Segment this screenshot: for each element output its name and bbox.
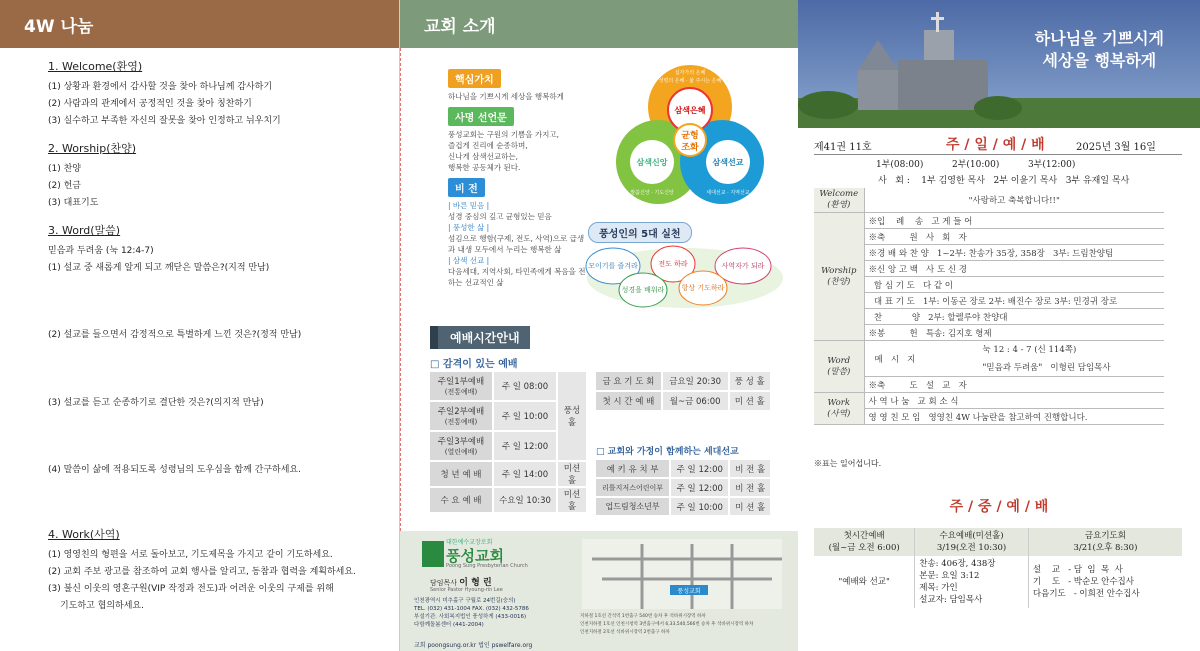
church-name-en: Poong Sung Presbyterian Church [446, 563, 528, 569]
divider [814, 154, 1182, 155]
pastor-en: Senior Pastor Hyoung-rin Lee [430, 587, 503, 593]
practice-5: 항상 기도하라 [681, 284, 725, 292]
passage: 믿음과 두려움 (눅 12:4-7) [48, 246, 154, 256]
practice-3: 사역자가 되라 [721, 262, 765, 270]
order-of-service: Welcome (환영) "사랑하고 축복합니다!!" Worship (찬양) ※입 례 송 고 게 들 어 ※축 원 사 회 자 ※경 배 와 찬 양 1~2부: 찬송가 35장, 358장 3부: 드림찬양팀 ※신 앙 고 백 사 도 신 경 함 심 기 도 다 같 이 대 표 기 도 1부: 이동곤 장로 2부: 배진수 장로 3부: 민경귀 장로 찬 양 2부: 할렐루야 찬양대 ※봉 헌 특송: 김지호 형제 Word (말씀) 메 시 지 눅 12 : 4 - 7 (신 114쪽) "믿음과 두려움" 이형린 담임목사 ※축 도 설 교 자 Work (사역) 사 역 나 눔 교 회 소 식 영 영 친 모 임 영영친 4W 나눔란을 참고하여 진행합니다. [814, 188, 1164, 425]
venn-center2: 조화 [681, 143, 699, 153]
worship-section [48, 140, 136, 212]
hero-slogan: 하나님을 기쁘시게 세상을 행복하게 [1034, 29, 1164, 70]
panel-header: 4W 나눔 [0, 0, 399, 48]
sunday-schedule: 주일1부예배 (전통예배) 주 일 08:00 풍성홀 주일2부예배 (전통예배) 주 일 10:00 주일3부예배 (열린예배) 주 일 12:00 청 년 예 배 주 일 14:00 미션홀 수 요 예 배 수요일 10:30 미션홀 [428, 370, 588, 514]
venn-right-sub: 세대선교 · 지역선교 · 세계선교 [706, 190, 774, 196]
subsection-title: □ 감격이 있는 예배 [430, 359, 518, 370]
subsection-title: □ 교회와 가정이 함께하는 세대선교 [596, 447, 739, 457]
mission [448, 106, 588, 173]
five-practices [585, 244, 785, 310]
list-item: (3) 대표기도 [48, 198, 99, 208]
service-times: 1부(08:00) 2부(10:00) 3부(12:00) [876, 160, 1076, 170]
list-item: 기도하고 협의하세요. [60, 601, 144, 611]
core-tag: 핵심가치 [448, 69, 501, 88]
weekday-title: 주 / 중 / 예 / 배 [949, 499, 1049, 515]
vision [448, 177, 588, 288]
list-item: (1) 상황과 환경에서 감사할 것을 찾아 하나님께 감사하기 [48, 82, 273, 92]
church-contact: 인천광역시 미추홀구 구월로 24번길(숭의) TEL. (032) 431-1004 FAX. (032) 432-5786 부설기관. 사회복지법인 풍성하게 (433-0016) 다함께돌봄센터 (441-2004) [414, 598, 529, 628]
venn-right-label: 삼색선교 [712, 158, 744, 167]
question: (3) 설교를 듣고 순종하기로 결단한 것은?(의지적 만남) [48, 398, 264, 408]
question: (2) 설교를 들으면서 감정적으로 특별하게 느낀 것은?(정적 만남) [48, 330, 302, 340]
venn-top-sub: 십자가의 은혜 [674, 70, 706, 76]
section-title: 1. Welcome(환영) [48, 60, 143, 73]
venn-left-sub: 예배신앙 · 말씀신앙 · 기도신앙 [606, 190, 674, 196]
list-item: (3) 실수하고 부족한 자신의 잘못을 찾아 인정하고 뉘우치기 [48, 116, 281, 126]
vision-text: | 바른 믿음 | 성경 중심의 깊고 균형있는 믿음 | 풍성한 삶 | 섬김으로 행함(구제, 전도, 사역)으로 급생과 내생 모두에서 누리는 행복한 삶 | 삼색 선교 | 다음세대, 지역사회, 타민족에게 복음을 전하는 선교적인 삶 [448, 201, 586, 287]
weekday-schedule: 첫시간예배 (월~금 오전 6:00) 수요예배(미션홀) 3/19(오전 10:30) 금요기도회 3/21(오후 8:30) "예배와 선교" 찬송: 406장, 438장 본문: 요일 3:12 제목: 가인 설교자: 담임목사 설 교 - 담 임 목 사 기 도 - 박순모 안수집사 다음기도 - 이희전 안수집사 [814, 528, 1182, 608]
directions: 지하철 1호선 간석역 1번출구 540번 승차 후 석바위시장역 하차 인천지하철 1호선 인천시청역 3번출구에서 6,33,540,566번 승차 후 석바위시장역 하차 인천지하철 2호선 석바위시장역 2번출구 하차 [580, 614, 754, 635]
divider [400, 48, 401, 531]
five-practices-title: 풍성인의 5대 실천 [588, 222, 692, 243]
question: (4) 말씀이 삶에 적용되도록 성령님의 도우심을 함께 간구하세요. [48, 465, 301, 475]
page-title: 주 / 일 / 예 / 배 [946, 137, 1045, 153]
map-label: 풍성교회 [677, 588, 701, 595]
section-title: 2. Worship(찬양) [48, 142, 137, 155]
church-photo [798, 0, 1200, 128]
list-item: (2) 헌금 [48, 181, 81, 191]
volume-number: 제41권 11호 [814, 142, 872, 153]
standing-note: ※표는 일어섭니다. [814, 459, 882, 468]
section-title: 3. Word(말씀) [48, 224, 121, 237]
practice-1: 모이기를 즐겨라 [588, 262, 638, 270]
panel-header: 교회 소개 [400, 0, 798, 48]
core-value [448, 68, 588, 102]
websites: 교회 poongsung.or.kr 법인 pswelfare.org [414, 642, 533, 649]
core-text: 하나님을 기쁘시게 세상을 행복하게 [448, 92, 564, 101]
church-footer [400, 531, 798, 651]
welcome-section [48, 58, 281, 130]
mission-text: 풍성교회는 구원의 기쁨을 가지고, 즐겁게 진리에 순종하며, 신나게 삼색선교하는, 행복한 공동체가 된다. [448, 130, 559, 172]
church-name: 풍성교회 [446, 547, 504, 565]
worship-times-header: 예배시간안내 [430, 326, 530, 349]
vision-tag: 비 전 [448, 178, 485, 197]
list-item: (1) 찬양 [48, 164, 81, 174]
list-item: (2) 사람과의 관계에서 공정적인 것을 찾아 칭찬하기 [48, 99, 252, 109]
venn-left-label: 삼색신앙 [636, 158, 668, 167]
cross-logo-icon [422, 541, 444, 567]
service-date: 2025년 3월 16일 [1076, 142, 1156, 153]
question: (1) 설교 중 새롭게 알게 되고 깨닫은 말씀은?(지적 만남) [48, 263, 270, 273]
venn-diagram [600, 62, 780, 212]
venn-top-label: 삼색은혜 [674, 106, 706, 115]
list-item: (3) 불신 이웃의 영혼구원(VIP 작정과 전도)과 어려운 이웃의 구제를 위해 [48, 584, 334, 594]
word-section [48, 222, 269, 277]
practice-4: 성경을 배워라 [621, 286, 665, 294]
location-map [582, 539, 782, 609]
church-denomination: 대한예수교장로회 [446, 539, 493, 546]
pastor: 담임목사 이 형 린 [430, 578, 492, 588]
church-intro-panel [400, 0, 798, 651]
service-hosts: 사 회 : 1부 김영한 목사 2부 이윤기 목사 3부 유재일 목사 [878, 176, 1130, 186]
generation-schedule: 예 키 유 치 부 주 일 12:00 비 전 홀 리틀지저스어린이부 주 일 12:00 비 전 홀 업드림청소년부 주 일 10:00 미 션 홀 [594, 458, 772, 517]
work-section [48, 526, 356, 615]
prayer-schedule: 금 요 기 도 회 금요일 20:30 풍 성 홀 첫 시 간 예 배 월~금 06:00 미 션 홀 [594, 370, 772, 412]
sunday-worship-panel [798, 0, 1200, 651]
practice-2: 전도 하라 [658, 260, 688, 268]
list-item: (1) 영영친의 형편을 서로 돌아보고, 기도제목을 가지고 같이 기도하세요. [48, 550, 333, 560]
venn-center1: 균형 [681, 131, 699, 141]
list-item: (2) 교회 주보 광고를 참조하여 교회 행사를 알리고, 동참과 협력을 계획하세요. [48, 567, 356, 577]
mission-tag: 사명 선언문 [448, 107, 514, 126]
section-title: 4. Work(사역) [48, 528, 120, 541]
sharing-panel [0, 0, 400, 651]
venn-top-sub2: 성령의 은혜 · 삶 주시는 은혜 [658, 78, 722, 84]
